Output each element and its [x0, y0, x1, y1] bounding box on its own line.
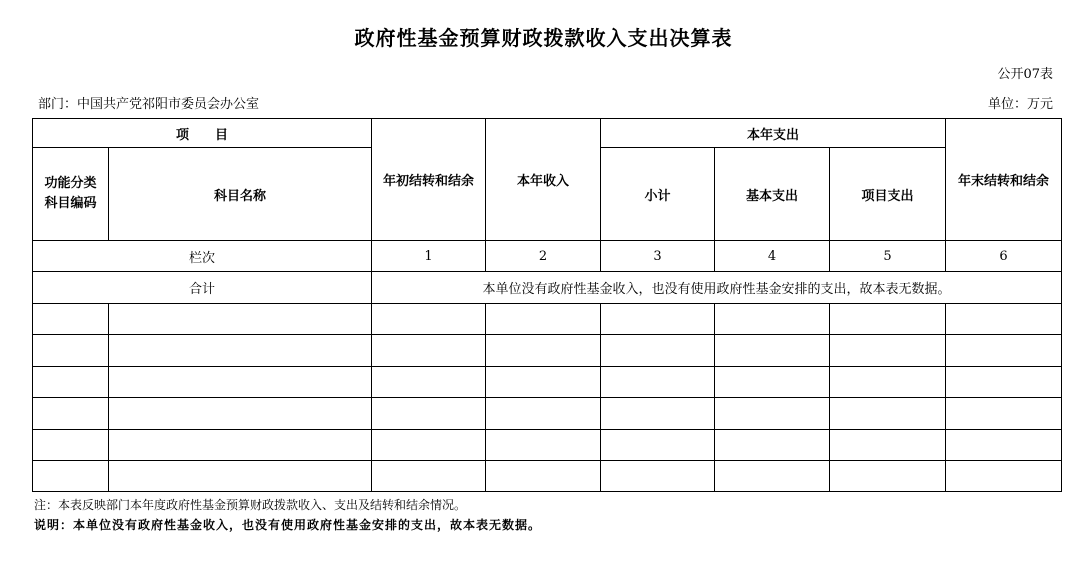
total-message: 本单位没有政府性基金收入，也没有使用政府性基金安排的支出，故本表无数据。: [372, 272, 1062, 304]
department-label: 部门：中国共产党祁阳市委员会办公室: [38, 97, 260, 112]
header-begin-balance: 年初结转和结余: [372, 119, 486, 241]
header-subject-name: 科目名称: [109, 148, 372, 241]
form-number: 公开07表: [997, 67, 1053, 82]
table-row: [33, 335, 1062, 367]
header-func-code: 功能分类科目编码: [33, 148, 109, 241]
header-subtotal: 小计: [601, 148, 715, 241]
header-basic: 基本支出: [715, 148, 830, 241]
column-index-label: 栏次: [33, 241, 372, 272]
header-income: 本年收入: [486, 119, 601, 241]
budget-table: [32, 118, 1062, 492]
table-row: [33, 367, 1062, 398]
header-expense-group: 本年支出: [601, 119, 946, 148]
page-title: 政府性基金预算财政拨款收入支出决算表: [354, 26, 733, 50]
column-index-6: 6: [946, 241, 1062, 272]
table-row: [33, 304, 1062, 335]
column-index-3: 3: [601, 241, 715, 272]
footnote: 注：本表反映部门本年度政府性基金预算财政拨款收入、支出及结转和结余情况。: [34, 498, 467, 512]
table-row: [33, 461, 1062, 492]
header-end-balance: 年末结转和结余: [946, 119, 1062, 241]
explanation: 说明：本单位没有政府性基金收入，也没有使用政府性基金安排的支出，故本表无数据。: [34, 518, 542, 532]
table-row: [33, 398, 1062, 430]
header-item: 项 目: [33, 119, 372, 148]
column-index-1: 1: [372, 241, 486, 272]
column-index-5: 5: [830, 241, 946, 272]
unit-label: 单位：万元: [987, 97, 1053, 112]
header-project: 项目支出: [830, 148, 946, 241]
total-label: 合计: [33, 272, 372, 304]
column-index-2: 2: [486, 241, 601, 272]
table-row: [33, 430, 1062, 461]
column-index-4: 4: [715, 241, 830, 272]
